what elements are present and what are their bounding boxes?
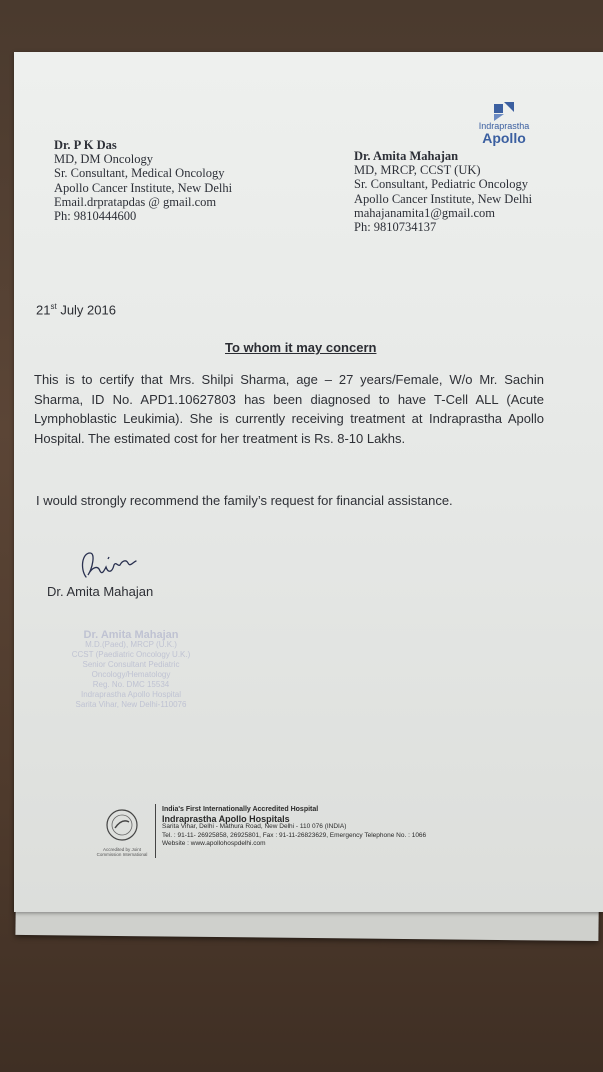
letter-page xyxy=(14,52,603,912)
hospital-footer xyxy=(162,806,426,849)
jci-seal-icon xyxy=(105,808,139,842)
doctor-left-line: MD, DM Oncology xyxy=(54,152,153,167)
stamp-line: Senior Consultant Pediatric Oncology/Hematology xyxy=(82,660,180,679)
doctor-left-line: Apollo Cancer Institute, New Delhi xyxy=(54,180,233,195)
doctor-right-line: Ph: 9810734137 xyxy=(354,220,437,235)
stamp-line: Reg. No. DMC 15534 xyxy=(92,680,170,689)
footer-hospital-name: Indraprastha Apollo Hospitals xyxy=(162,813,290,824)
recommendation-text: I would strongly recommend the family’s request for financial assistance. xyxy=(36,493,453,508)
doctor-right-line: Sr. Consultant, Pediatric Oncology xyxy=(354,177,528,192)
certificate-body: This is to certify that Mrs. Shilpi Sharma, age – 27 years/Female, W/o Mr. Sachin Sharma, ID No. APD1.10627803 has been diagnosed to have T-Cell ALL (Acute Lymphoblastic Leukimia). She is currently receiving treatment at Indraprastha Apollo Hospital. The estimated cost for her treatment is Rs. 8-10 Lakhs. xyxy=(34,372,544,446)
doctor-right-name: Dr. Amita Mahajan xyxy=(354,149,459,163)
doctor-left-line: Sr. Consultant, Medical Oncology xyxy=(54,166,225,181)
handwritten-signature xyxy=(72,547,152,589)
apollo-emblem-icon xyxy=(491,100,517,122)
apollo-logo xyxy=(464,100,544,145)
footer-line: Website : www.apollohospdelhi.com xyxy=(162,840,266,848)
stamp-line: Indraprastha Apollo Hospital xyxy=(80,690,182,699)
doctor-right-line: MD, MRCP, CCST (UK) xyxy=(354,163,481,178)
letter-subject: To whom it may concern xyxy=(225,340,377,355)
date-suffix: st xyxy=(50,302,57,311)
logo-line2: Apollo xyxy=(482,130,526,146)
jci-accreditation xyxy=(92,808,152,857)
doctor-left-line: Ph: 9810444600 xyxy=(54,209,137,224)
doctor-left-name: Dr. P K Das xyxy=(54,138,117,152)
doctor-stamp xyxy=(46,630,216,710)
footer-line: Tel. : 91-11- 26925858, 26925801, Fax : 91-11-26823629, Emergency Telephone No. : 1066 xyxy=(162,831,427,839)
doctor-left-details xyxy=(54,138,232,223)
doctor-left-line: Email.drpratapdas @ gmail.com xyxy=(54,194,217,209)
letter-date xyxy=(36,302,116,317)
doctor-right-details xyxy=(354,149,532,234)
footer-line: India's First Internationally Accredited Hospital xyxy=(162,806,319,813)
date-day: 21 xyxy=(36,302,51,318)
stamp-line: CCST (Paediatric Oncology U.K.) xyxy=(71,650,191,659)
doctor-right-line: Apollo Cancer Institute, New Delhi xyxy=(354,191,533,206)
stamp-line: Sarita Vihar, New Delhi-110076 xyxy=(75,700,187,709)
jci-caption: Accredited by Joint Commission International xyxy=(96,847,148,857)
logo-line1: Indraprastha xyxy=(478,121,530,131)
date-rest: July 2016 xyxy=(56,302,116,318)
stamp-line: M.D.(Paed), MRCP (U.K.) xyxy=(85,640,177,649)
footer-divider xyxy=(155,804,156,858)
doctor-right-line: mahajanamita1@gmail.com xyxy=(354,205,495,220)
footer-line: Sarita Vihar, Delhi - Mathura Road, New Delhi - 110 076 (INDIA) xyxy=(162,823,347,831)
signer-name: Dr. Amita Mahajan xyxy=(47,584,154,599)
stamp-name: Dr. Amita Mahajan xyxy=(83,629,179,641)
